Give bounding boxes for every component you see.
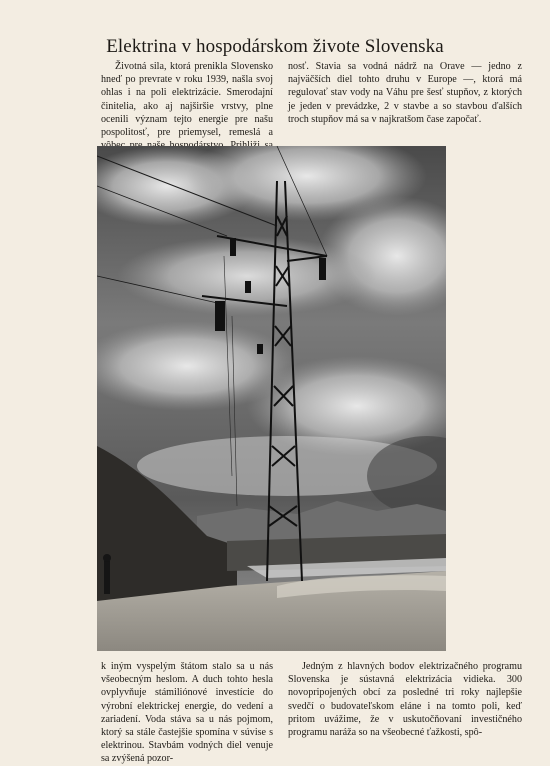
body-paragraph-right: Jedným z hlavných bodov elektrizačného programu Slovenska je sústavná elektrizácia vidieka. 300 novopripojených obcí za posledné tri roky najlepšie svedčí o budovateľskom eláne i na tomto poli, keď pritom uvážime, že v uskutočňovaní investičného programu naráža so na všeobecné ťažkosti, spô-: [288, 661, 522, 739]
intro-column-right: [288, 60, 522, 126]
photo-illustration: [97, 146, 446, 651]
article-title: Elektrina v hospodárskom živote Slovenska: [106, 36, 444, 57]
intro-paragraph-left: Životná sila, ktorá prenikla Slovensko hneď po prevrate v roku 1939, našla svoj ohlas i na poli elektrizácie. Smerodajní činitelia, ako aj najširšie vrstvy, plne ocenili význam tejto energie pre našu pospolitosť, pre priemysel, remeslá a: [101, 61, 273, 139]
body-column-right: [288, 660, 522, 739]
pylon-photograph: [97, 146, 446, 651]
intro-paragraph-right: nosť. Stavia sa vodná nádrž na Orave — jedno z najväčších diel tohto druhu v Europe —, ktorá má regulovať stav vody na Váhu pre šesť stupňov, z ktorých je jeden v prevádzke, 2 v stavbe a so stavbou ďalších troch stupňov má sa v najkratšom čase započať.: [288, 61, 522, 125]
body-paragraph-left: k iným vyspelým štátom stalo sa u nás všeobecným heslom. A duch tohto hesla ovplyvňuje stámiliónové investície do výrobní elektrickej energie, do vedení a zariadení. Voda stáva sa u nás pojmom, ktorý sa stále častejšie spomína v súvise s elektrinou. Stavbám vodných diel venuje sa zvýšená pozor-: [101, 661, 273, 765]
body-column-left: [101, 660, 273, 766]
